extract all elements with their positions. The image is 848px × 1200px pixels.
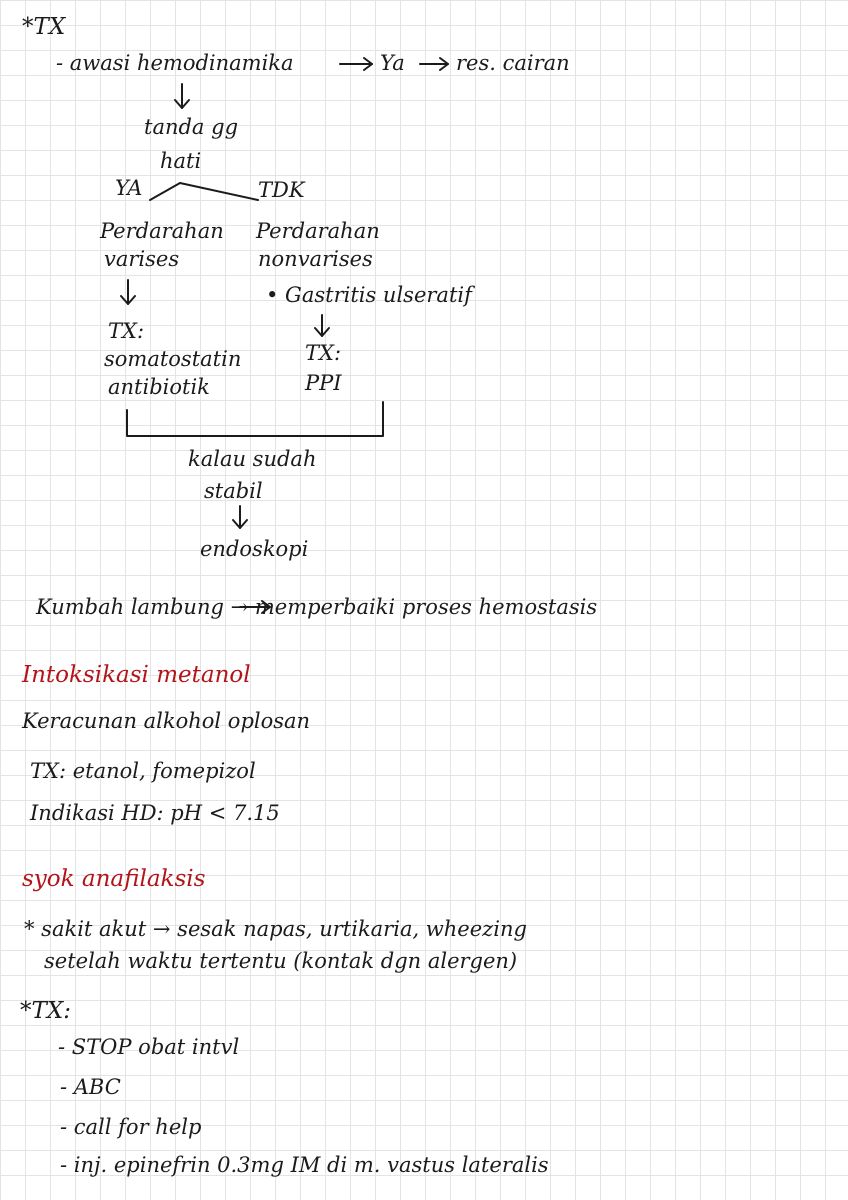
tx-line-ya: Ya	[380, 51, 405, 75]
hati: hati	[160, 149, 202, 173]
right-branch-tx: TX:	[305, 341, 342, 365]
right-branch-l2: nonvarises	[258, 247, 373, 271]
left-branch-tx: TX:	[108, 319, 145, 343]
left-branch-d1: somatostatin	[104, 347, 242, 371]
left-branch-d2: antibiotik	[108, 375, 210, 399]
syok-tx-header: *TX:	[20, 998, 71, 1024]
syok-line-2: setelah waktu tertentu (kontak dgn alergen)	[44, 949, 518, 973]
left-branch-l1: Perdarahan	[100, 219, 224, 243]
syok-title: syok anafilaksis	[22, 866, 206, 892]
merge-line-2: stabil	[204, 479, 263, 503]
syok-line-1: * sakit akut → sesak napas, urtikaria, wheezing	[24, 917, 527, 941]
bilas-lambung-line: Kumbah lambung → memperbaiki proses hemostasis	[36, 595, 598, 619]
fork-left	[150, 183, 180, 200]
syok-tx-item-1: - STOP obat intvl	[58, 1035, 240, 1059]
merge-line-1: kalau sudah	[188, 447, 317, 471]
tx-line-awasi: - awasi hemodinamika	[56, 51, 294, 75]
left-branch-l2: varises	[104, 247, 180, 271]
branch-ya: YA	[115, 176, 143, 200]
right-branch-cause: • Gastritis ulseratif	[266, 283, 472, 307]
syok-tx-item-2: - ABC	[60, 1075, 121, 1099]
syok-tx-item-3: - call for help	[60, 1115, 202, 1139]
tx-line-result: res. cairan	[456, 51, 570, 75]
intox-title: Intoksikasi metanol	[22, 662, 251, 688]
tanda-gg: tanda gg	[144, 115, 239, 139]
endoskopi: endoskopi	[200, 537, 309, 561]
intox-line-2: TX: etanol, fomepizol	[30, 759, 256, 783]
right-branch-d1: PPI	[305, 371, 342, 395]
tx-header: *TX	[22, 14, 66, 40]
intox-line-3: Indikasi HD: pH < 7.15	[30, 801, 280, 825]
intox-line-1: Keracunan alkohol oplosan	[22, 709, 311, 733]
right-branch-l1: Perdarahan	[256, 219, 380, 243]
branch-tdk: TDK	[258, 178, 305, 202]
syok-tx-item-4: - inj. epinefrin 0.3mg IM di m. vastus lateralis	[60, 1153, 549, 1177]
fork-right	[180, 183, 258, 200]
merge-bracket	[127, 402, 383, 436]
